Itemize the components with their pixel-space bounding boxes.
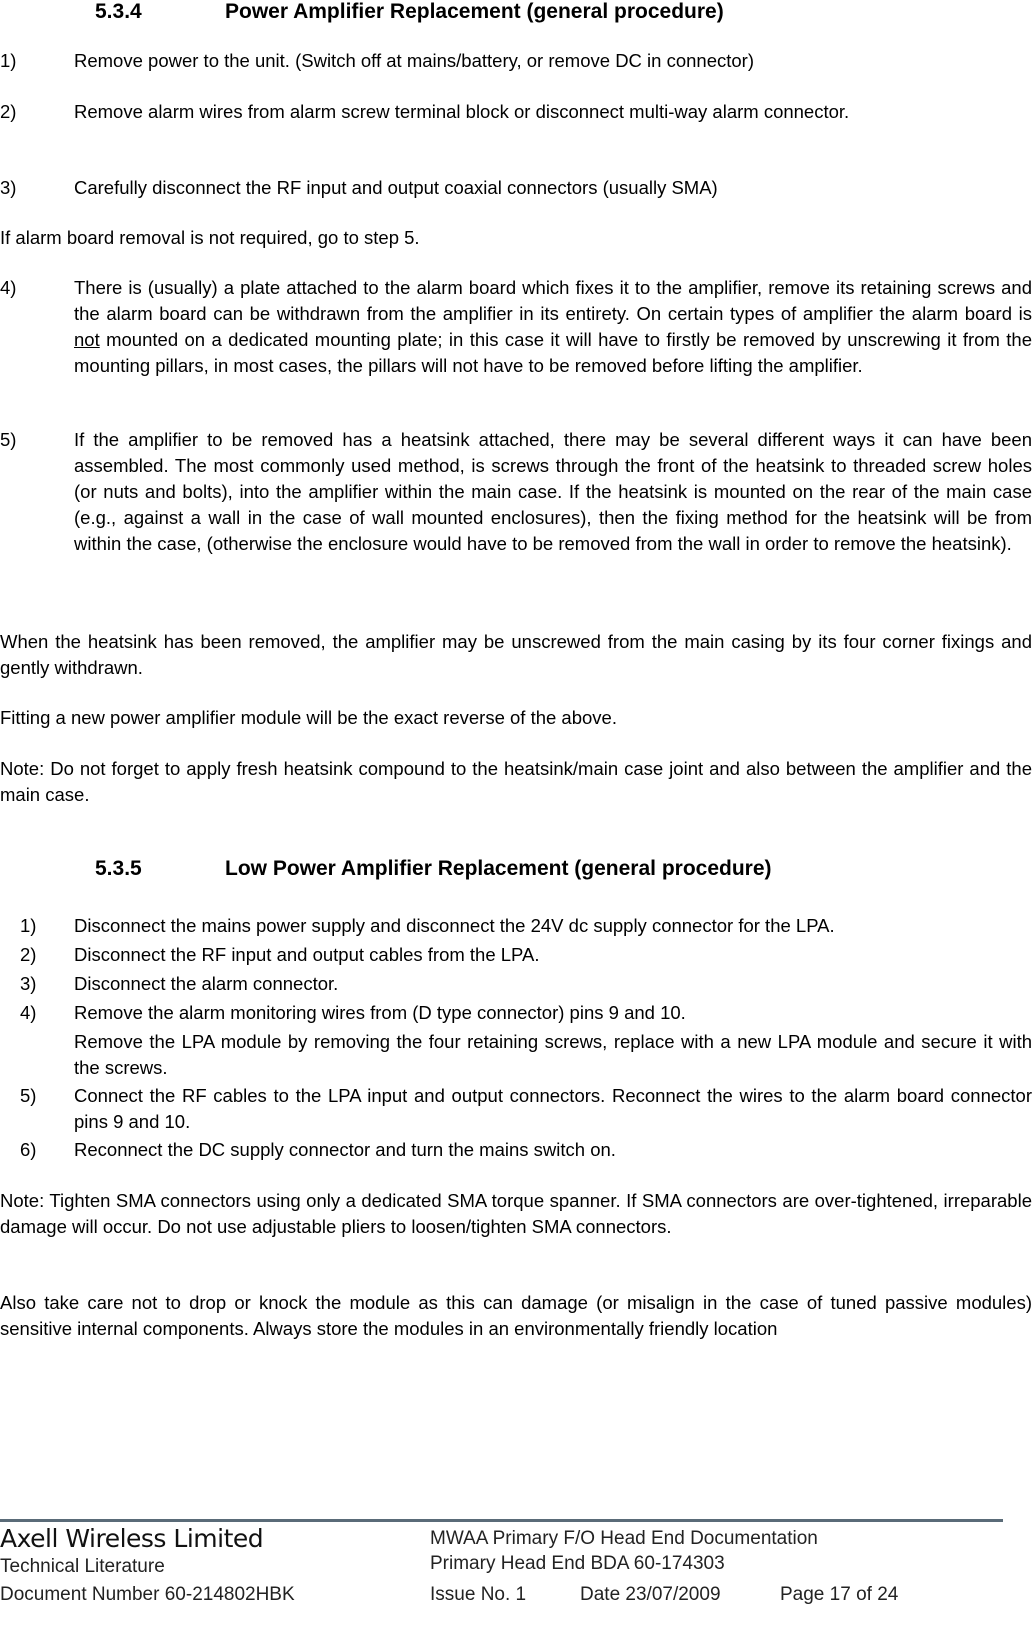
step-number: 6) [20, 1139, 37, 1160]
step-number: 5) [0, 429, 17, 450]
step-text-part: mounted on a dedicated mounting plate; in this case it will have to firstly be removed by unscrewing it from the mounting pillars, in most cases, the pillars will not have to be removed before lifting the amplifier. [74, 329, 1032, 376]
step-number: 3) [0, 177, 17, 198]
step-text [74, 275, 1032, 379]
step-number: 4) [20, 1002, 37, 1023]
list-item [0, 942, 1032, 968]
step-text: Disconnect the alarm connector. [74, 973, 339, 994]
step-number: 2) [0, 101, 17, 122]
underlined-not: not [74, 329, 100, 350]
page-number: Page 17 of 24 [780, 1584, 899, 1605]
step-text: Carefully disconnect the RF input and output coaxial connectors (usually SMA) [74, 177, 718, 198]
step-text: Remove the LPA module by removing the four retaining screws, replace with a new LPA module and secure it with the screws. [74, 1031, 1032, 1078]
paragraph-withdraw: When the heatsink has been removed, the amplifier may be unscrewed from the main casing by its four corner fixings and gently withdrawn. [0, 631, 1032, 678]
document-subtitle: Primary Head End BDA 60-174303 [430, 1553, 725, 1574]
section-number: 5.3.4 [95, 0, 142, 23]
company-name: Axell Wireless Limited [0, 1524, 264, 1553]
skip-note: If alarm board removal is not required, go to step 5. [0, 227, 420, 248]
list-item [0, 913, 1032, 939]
list-item [0, 1029, 1032, 1081]
list-item [0, 1000, 1032, 1026]
step-number: 3) [20, 973, 37, 994]
list-item [0, 1137, 1032, 1163]
step-text: Remove the alarm monitoring wires from (D type connector) pins 9 and 10. [74, 1002, 686, 1023]
section-535-heading [95, 857, 772, 881]
list-item [0, 175, 1032, 201]
list-item [0, 99, 1032, 125]
step-text: Disconnect the RF input and output cables from the LPA. [74, 944, 540, 965]
step-text-part: There is (usually) a plate attached to the alarm board which fixes it to the amplifier, remove its retaining screws and the alarm board can be withdrawn from the amplifier in its entirety. On certain types of amplifier the alarm board is [74, 277, 1032, 324]
step-number: 1) [0, 50, 17, 71]
step-number: 5) [20, 1085, 37, 1106]
list-item [0, 48, 1032, 74]
paragraph-fitting: Fitting a new power amplifier module will be the exact reverse of the above. [0, 707, 617, 728]
list-item [0, 275, 1032, 379]
footer-divider [0, 1519, 1003, 1522]
step-text: Remove alarm wires from alarm screw terminal block or disconnect multi-way alarm connector. [74, 101, 850, 122]
issue-number: Issue No. 1 [430, 1584, 527, 1605]
note-heatsink-compound: Note: Do not forget to apply fresh heatsink compound to the heatsink/main case joint and also between the amplifier and the main case. [0, 758, 1032, 805]
step-number: 1) [20, 915, 37, 936]
list-item [0, 1083, 1032, 1135]
section-534-heading [95, 0, 724, 24]
step-text: Reconnect the DC supply connector and turn the mains switch on. [74, 1139, 616, 1160]
technical-literature: Technical Literature [0, 1556, 165, 1577]
section-title: Low Power Amplifier Replacement (general procedure) [225, 857, 772, 880]
step-text: Connect the RF cables to the LPA input and output connectors. Reconnect the wires to the alarm board connector pins 9 and 10. [74, 1085, 1032, 1132]
step-text: Disconnect the mains power supply and disconnect the 24V dc supply connector for the LPA. [74, 915, 835, 936]
step-number: 2) [20, 944, 37, 965]
paragraph-care: Also take care not to drop or knock the module as this can damage (or misalign in the case of tuned passive modules) sensitive internal components. Always store the modules in an environmentally friendly location [0, 1292, 1032, 1339]
document-title: MWAA Primary F/O Head End Documentation [430, 1528, 818, 1549]
issue-date: Date 23/07/2009 [580, 1584, 721, 1605]
section-number: 5.3.5 [95, 857, 142, 880]
list-item [0, 427, 1032, 557]
step-text: Remove power to the unit. (Switch off at mains/battery, or remove DC in connector) [74, 50, 754, 71]
section-title: Power Amplifier Replacement (general procedure) [225, 0, 724, 23]
step-number: 4) [0, 277, 17, 298]
step-text: If the amplifier to be removed has a heatsink attached, there may be several different ways it can have been assembled. The most commonly used method, is screws through the front of the heatsink to threaded screw holes (or nuts and bolts), into the amplifier within the main case. If the heatsink is mounted on the rear of the main case (e.g., against a wall in the case of wall mounted enclosures), then the fixing method for the heatsink will be from within the case, (otherwise the enclosure would have to be removed from the wall in order to remove the heatsink). [74, 429, 1032, 554]
note-sma-connectors: Note: Tighten SMA connectors using only a dedicated SMA torque spanner. If SMA connectors are over-tightened, irreparable damage will occur. Do not use adjustable pliers to loosen/tighten SMA connectors. [0, 1190, 1032, 1237]
list-item [0, 971, 1032, 997]
document-number: Document Number 60-214802HBK [0, 1584, 295, 1605]
